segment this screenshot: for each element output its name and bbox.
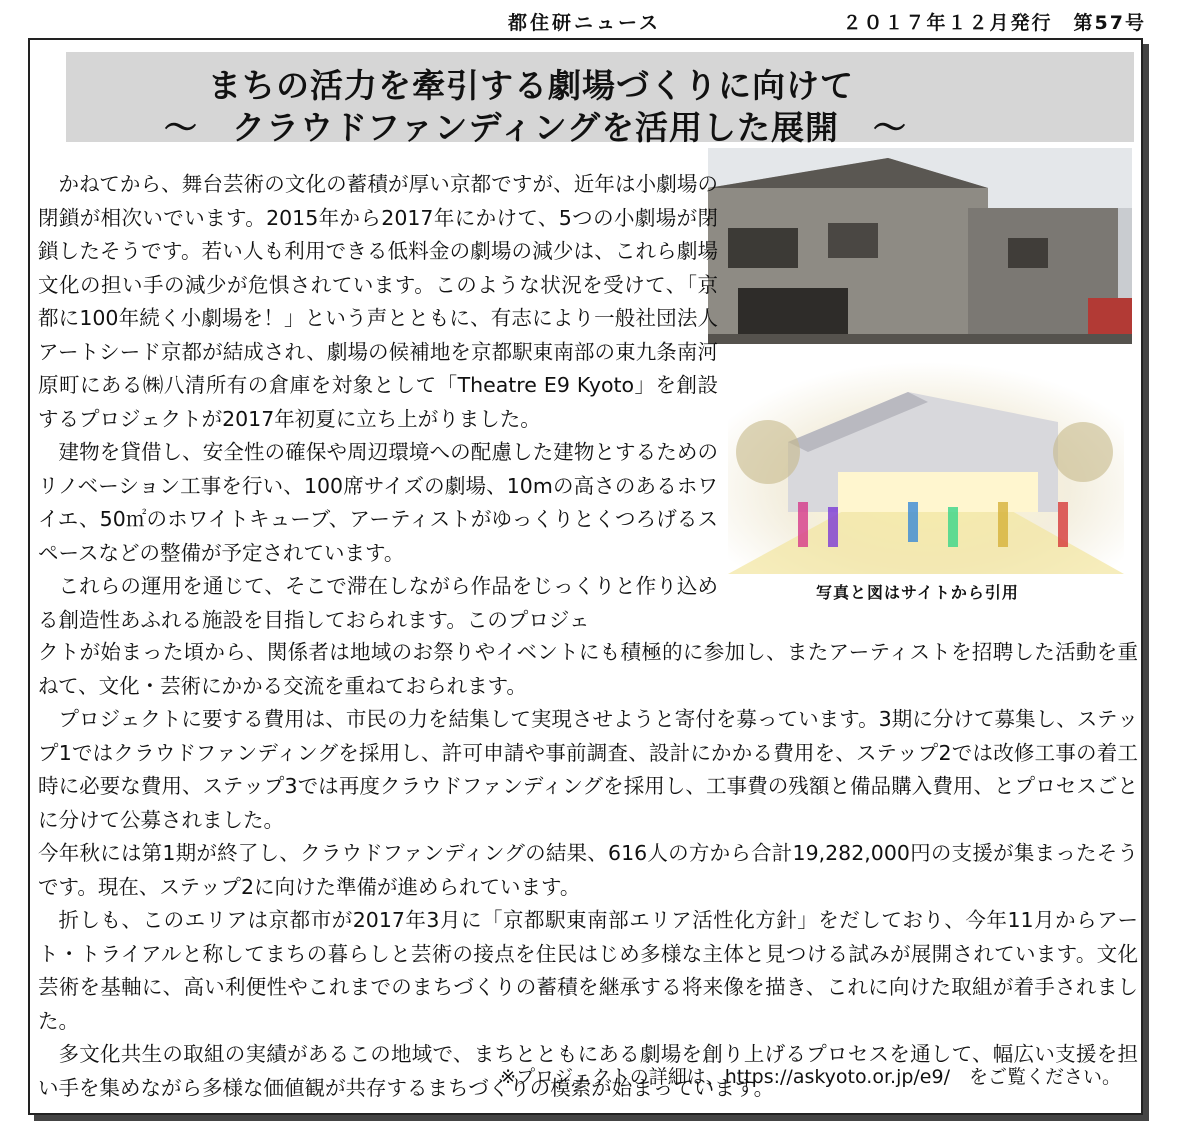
- paragraph-5: 今年秋には第1期が終了し、クラウドファンディングの結果、616人の方から合計19,282,000円の支援が集まったそうです。現在、ステップ2に向けた準備が進められています。: [38, 841, 1138, 899]
- image-caption: 写真と図はサイトから引用: [816, 583, 1019, 602]
- article-body-column: [38, 168, 718, 637]
- paragraph-4: プロジェクトに要する費用は、市民の力を結集して実現させようと寄付を募っています。3期に分けて募集し、ステップ1ではクラウドファンディングを採用し、許可申請や事前調査、設計にかかる費用を、ステップ2では改修工事の着工時に必要な費用、ステップ3では再度クラウドファンディングを採用し、工事費の残額と備品購入費用、とプロセスごとに分けて公募されました。: [38, 707, 1138, 832]
- paragraph-6: 折しも、このエリアは京都市が2017年3月に「京都駅東南部エリア活性化方針」をだしており、今年11月からアート・トライアルと称してまちの暮らしと芸術の接点を住民はじめ多様な主体と見つける試みが展開されています。文化芸術を基軸に、高い利便性やこれまでのまちづくりの蓄積を継承する将来像を描き、これに向けた取組が着手されました。: [38, 908, 1138, 1033]
- project-link-note: ※プロジェクトの詳細は、https://askyoto.or.jp/e9/ をご覧ください。: [500, 1066, 1121, 1088]
- theatre-rendering-icon: [728, 362, 1124, 574]
- article-body-full: [38, 636, 1138, 1105]
- title-banner: [66, 52, 1134, 147]
- warehouse-photo-icon: [708, 148, 1132, 344]
- warehouse-photo: [708, 148, 1132, 344]
- theatre-rendering: [728, 362, 1124, 574]
- article-frame: [28, 38, 1143, 1115]
- paragraph-7: 多文化共生の取組の実績があるこの地域で、まちとともにある劇場を創り上げるプロセスを通して、幅広い支援を担い手を集めながら多様な価値観が共存するまちづくりの模索が始まっています。: [38, 1042, 1138, 1100]
- article-subtitle: ～ クラウドファンディングを活用した展開 ～: [164, 108, 908, 147]
- article-title: まちの活力を牽引する劇場づくりに向けて: [208, 66, 854, 105]
- paragraph-1: かねてから、舞台芸術の文化の蓄積が厚い京都ですが、近年は小劇場の閉鎖が相次いでいます。2015年から2017年にかけて、5つの小劇場が閉鎖したそうです。若い人も利用できる低料金の劇場の減少は、これら劇場文化の担い手の減少が危惧されています。このような状況を受けて、「京都に100年続く小劇場を！」という声とともに、有志により一般社団法人アートシード京都が結成され、劇場の候補地を京都駅東南部の東九条南河原町にある㈱八清所有の倉庫を対象として「Theatre E9 Kyoto」を創設するプロジェクトが2017年初夏に立ち上がりました。: [38, 172, 718, 431]
- issue-info: ２０１７年１２月発行 第57号: [842, 12, 1146, 34]
- paragraph-3b: クトが始まった頃から、関係者は地域のお祭りやイベントにも積極的に参加し、またアーティストを招聘した活動を重ねて、文化・芸術にかかる交流を重ねておられます。: [38, 640, 1138, 698]
- paragraph-2: 建物を貸借し、安全性の確保や周辺環境への配慮した建物とするためのリノベーション工事を行い、100席サイズの劇場、10mの高さのあるホワイエ、50㎡のホワイトキューブ、アーティストがゆっくりとくつろげるスペースなどの整備が予定されています。: [38, 440, 718, 565]
- publication-name: 都住研ニュース: [508, 12, 662, 34]
- paragraph-3a: これらの運用を通じて、そこで滞在しながら作品をじっくりと作り込める創造性あふれる施設を目指しておられます。このプロジェ: [38, 574, 718, 632]
